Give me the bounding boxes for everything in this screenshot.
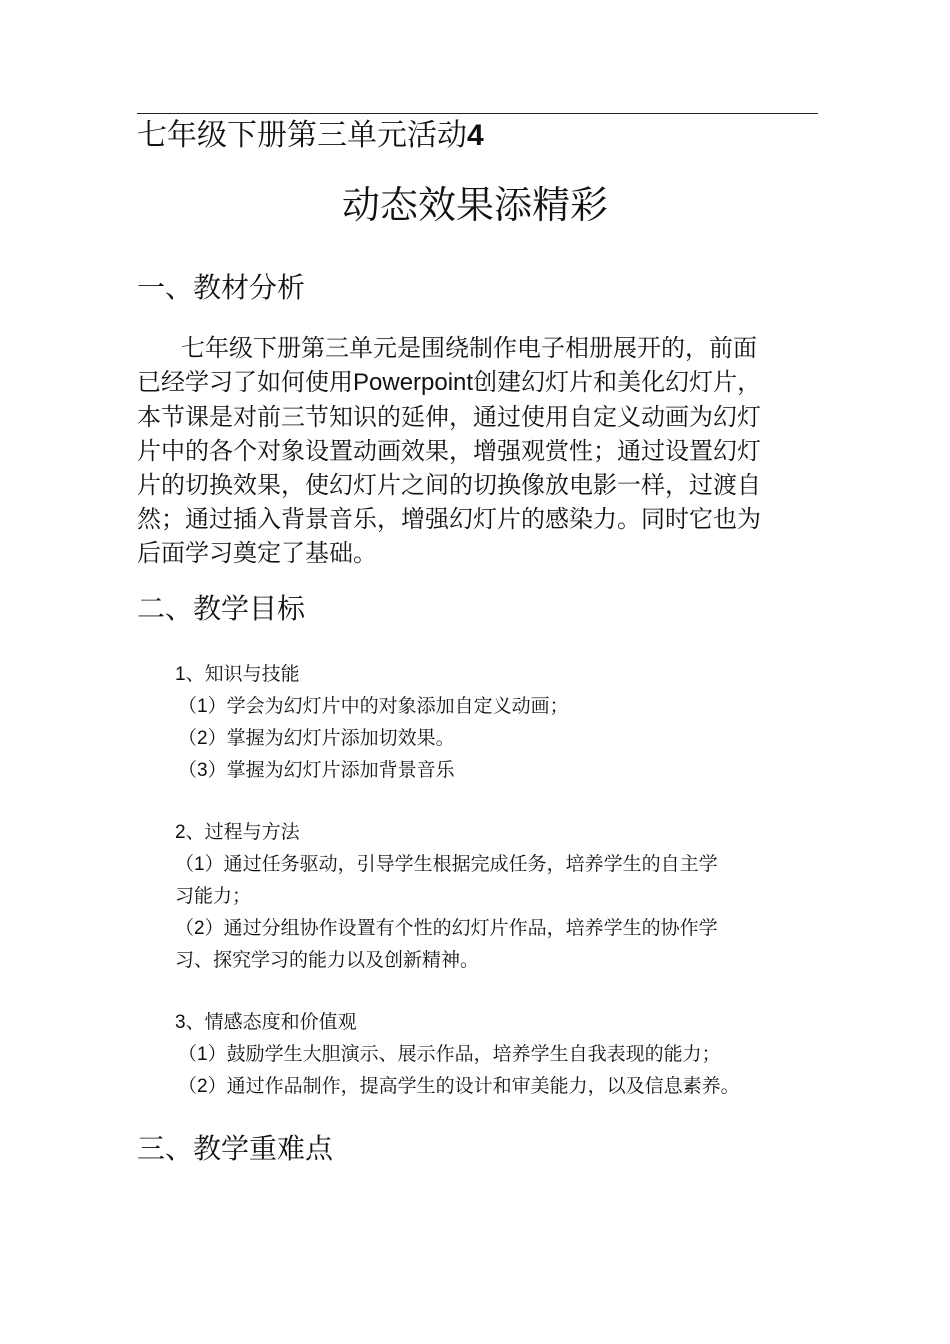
objective-label: 、过程与方法 — [185, 821, 300, 843]
item-number: （3） — [178, 760, 227, 781]
item-text: 掌握为幻灯片添加切效果。 — [226, 727, 455, 749]
objective-number: 2 — [175, 822, 186, 843]
paragraph-line: 七年级下册第三单元是围绕制作电子相册展开的，前面 — [181, 334, 757, 362]
paragraph-line — [137, 365, 807, 400]
objective-number: 1 — [175, 664, 186, 685]
objective-item — [178, 1070, 740, 1103]
item-number: （2） — [178, 728, 227, 749]
item-text: 学会为幻灯片中的对象添加自定义动画； — [226, 695, 569, 717]
objective-number: 3 — [175, 1012, 186, 1033]
analysis-paragraph — [137, 331, 807, 570]
paragraph-line: 本节课是对前三节知识的延伸，通过使用自定义动画为幻灯 — [137, 403, 761, 431]
objective-item — [175, 912, 718, 945]
item-number: （2） — [178, 1076, 227, 1097]
item-number: （1） — [175, 854, 224, 875]
item-text: 通过任务驱动，引导学生根据完成任务，培养学生的自主学 — [223, 853, 718, 875]
objective-item — [175, 848, 718, 881]
powerpoint-term: Powerpoint — [353, 369, 474, 396]
item-text: 掌握为幻灯片添加背景音乐 — [226, 759, 455, 781]
objective-item — [178, 690, 569, 723]
page-header — [137, 116, 484, 156]
paragraph-line: 片的切换效果，使幻灯片之间的切换像放电影一样，过渡自 — [137, 471, 761, 499]
objective-heading-knowledge — [175, 658, 300, 691]
document-title: 动态效果添精彩 — [341, 183, 608, 227]
objective-heading-process — [175, 816, 300, 849]
objective-item-continuation: 习能力； — [175, 885, 252, 907]
header-number: 4 — [467, 119, 484, 152]
paragraph-line: 然；通过插入背景音乐，增强幻灯片的感染力。同时它也为 — [137, 505, 761, 533]
header-text: 七年级下册第三单元活动 — [137, 118, 467, 153]
paragraph-text: 已经学习了如何使用 — [137, 368, 353, 396]
item-number: （1） — [178, 1044, 227, 1065]
item-text: 通过分组协作设置有个性的幻灯片作品，培养学生的协作学 — [223, 917, 718, 939]
paragraph-text: 创建幻灯片和美化幻灯片， — [473, 368, 762, 396]
section-heading-analysis: 一、教材分析 — [137, 271, 306, 304]
header-rule — [137, 113, 818, 114]
objective-label: 、知识与技能 — [185, 663, 300, 685]
item-number: （2） — [175, 918, 224, 939]
section-heading-key-points: 三、教学重难点 — [137, 1132, 334, 1165]
paragraph-line: 后面学习奠定了基础。 — [137, 539, 377, 567]
objective-label: 、情感态度和价值观 — [185, 1011, 357, 1033]
objective-item — [178, 754, 455, 787]
section-heading-objectives: 二、教学目标 — [137, 592, 306, 625]
item-number: （1） — [178, 696, 227, 717]
objective-item-continuation: 习、探究学习的能力以及创新精神。 — [175, 949, 480, 971]
objective-item — [178, 722, 455, 755]
item-text: 鼓励学生大胆演示、展示作品，培养学生自我表现的能力； — [226, 1043, 721, 1065]
item-text: 通过作品制作，提高学生的设计和审美能力，以及信息素养。 — [226, 1075, 740, 1097]
objective-heading-attitude — [175, 1006, 357, 1039]
paragraph-line: 片中的各个对象设置动画效果，增强观赏性；通过设置幻灯 — [137, 437, 761, 465]
objective-item — [178, 1038, 721, 1071]
